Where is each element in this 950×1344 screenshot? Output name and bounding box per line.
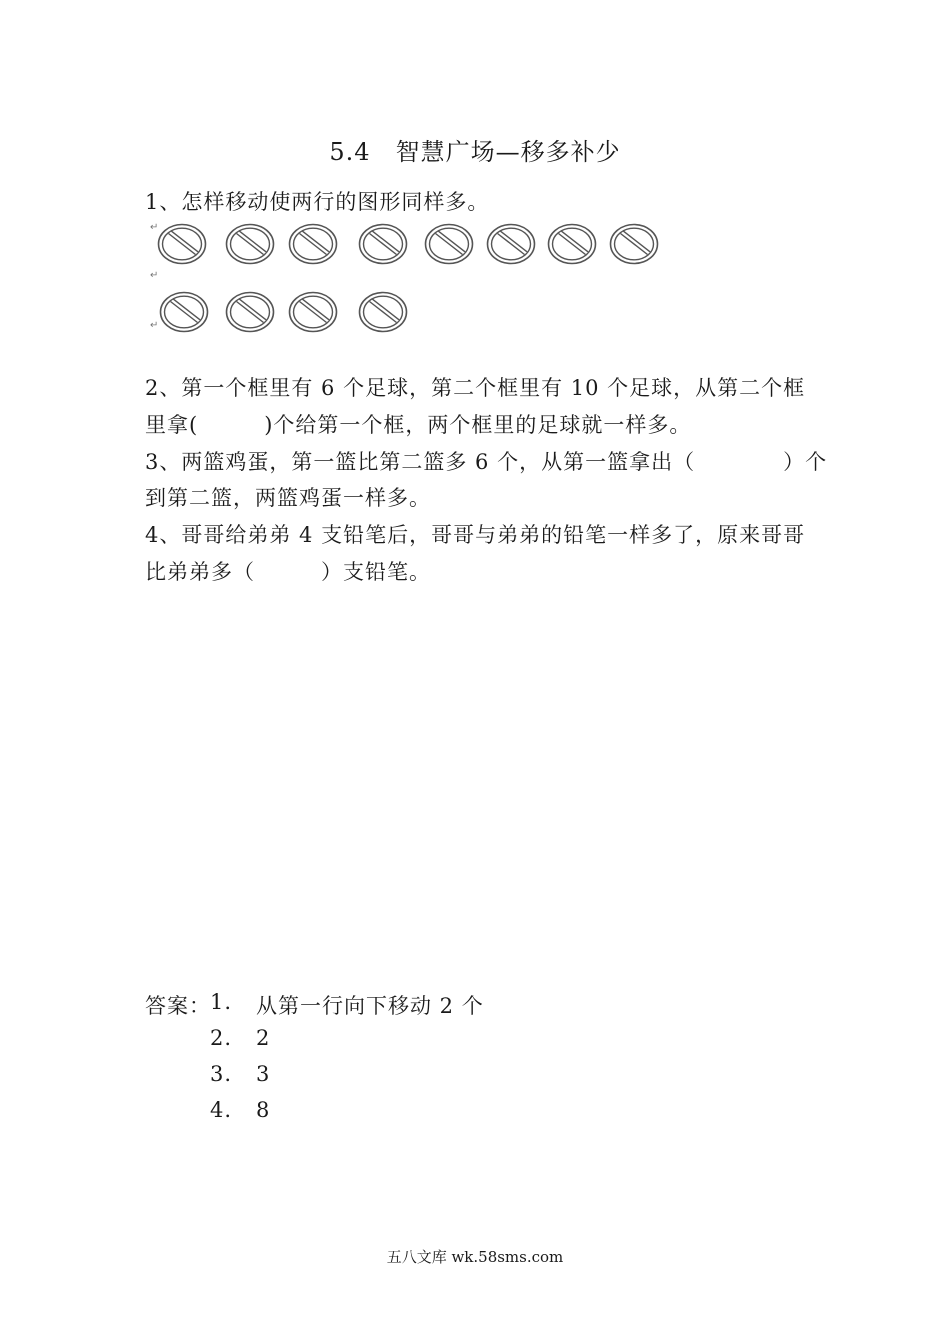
question-1: 1、怎样移动使两行的图形同样多。 [145,190,490,214]
paragraph-mark: ↵ [150,270,159,281]
question-2-line-1: 2、第一个框里有 6 个足球，第二个框里有 10 个足球，从第二个框 [145,376,806,400]
prohibition-icon [546,222,598,266]
answer-number: 3. [210,1062,233,1086]
prohibition-icon [357,222,409,266]
footer-watermark: 五八文库 wk.58sms.com [386,1248,564,1266]
paragraph-mark: ↵ [150,222,159,233]
prohibition-icon [357,290,409,334]
answer-text: 从第一行向下移动 2 个 [256,994,484,1018]
paragraph-mark: ↵ [150,320,159,331]
page-title: 5.4 智慧广场—移多补少 [329,138,621,166]
answer-number: 1. [210,990,233,1014]
prohibition-icon [608,222,660,266]
question-3-line-1: 3、两篮鸡蛋，第一篮比第二篮多 6 个，从第一篮拿出（ ）个 [145,450,828,474]
question-4-line-2: 比弟弟多（ ）支铅笔。 [145,560,431,584]
question-2-line-2: 里拿( )个给第一个框，两个框里的足球就一样多。 [145,413,692,437]
answer-number: 2. [210,1026,233,1050]
prohibition-icon [156,222,208,266]
question-4-line-1: 4、哥哥给弟弟 4 支铅笔后，哥哥与弟弟的铅笔一样多了，原来哥哥 [145,523,806,547]
prohibition-icon [224,290,276,334]
answer-label: 答案： [145,994,211,1018]
prohibition-icon [287,222,339,266]
answer-text: 2 [256,1026,271,1050]
prohibition-icon [485,222,537,266]
question-3-line-2: 到第二篮，两篮鸡蛋一样多。 [145,486,431,510]
prohibition-icon [287,290,339,334]
answer-number: 4. [210,1098,233,1122]
prohibition-icon [224,222,276,266]
answer-text: 8 [256,1098,271,1122]
answer-text: 3 [256,1062,271,1086]
prohibition-icon [423,222,475,266]
prohibition-icon [158,290,210,334]
